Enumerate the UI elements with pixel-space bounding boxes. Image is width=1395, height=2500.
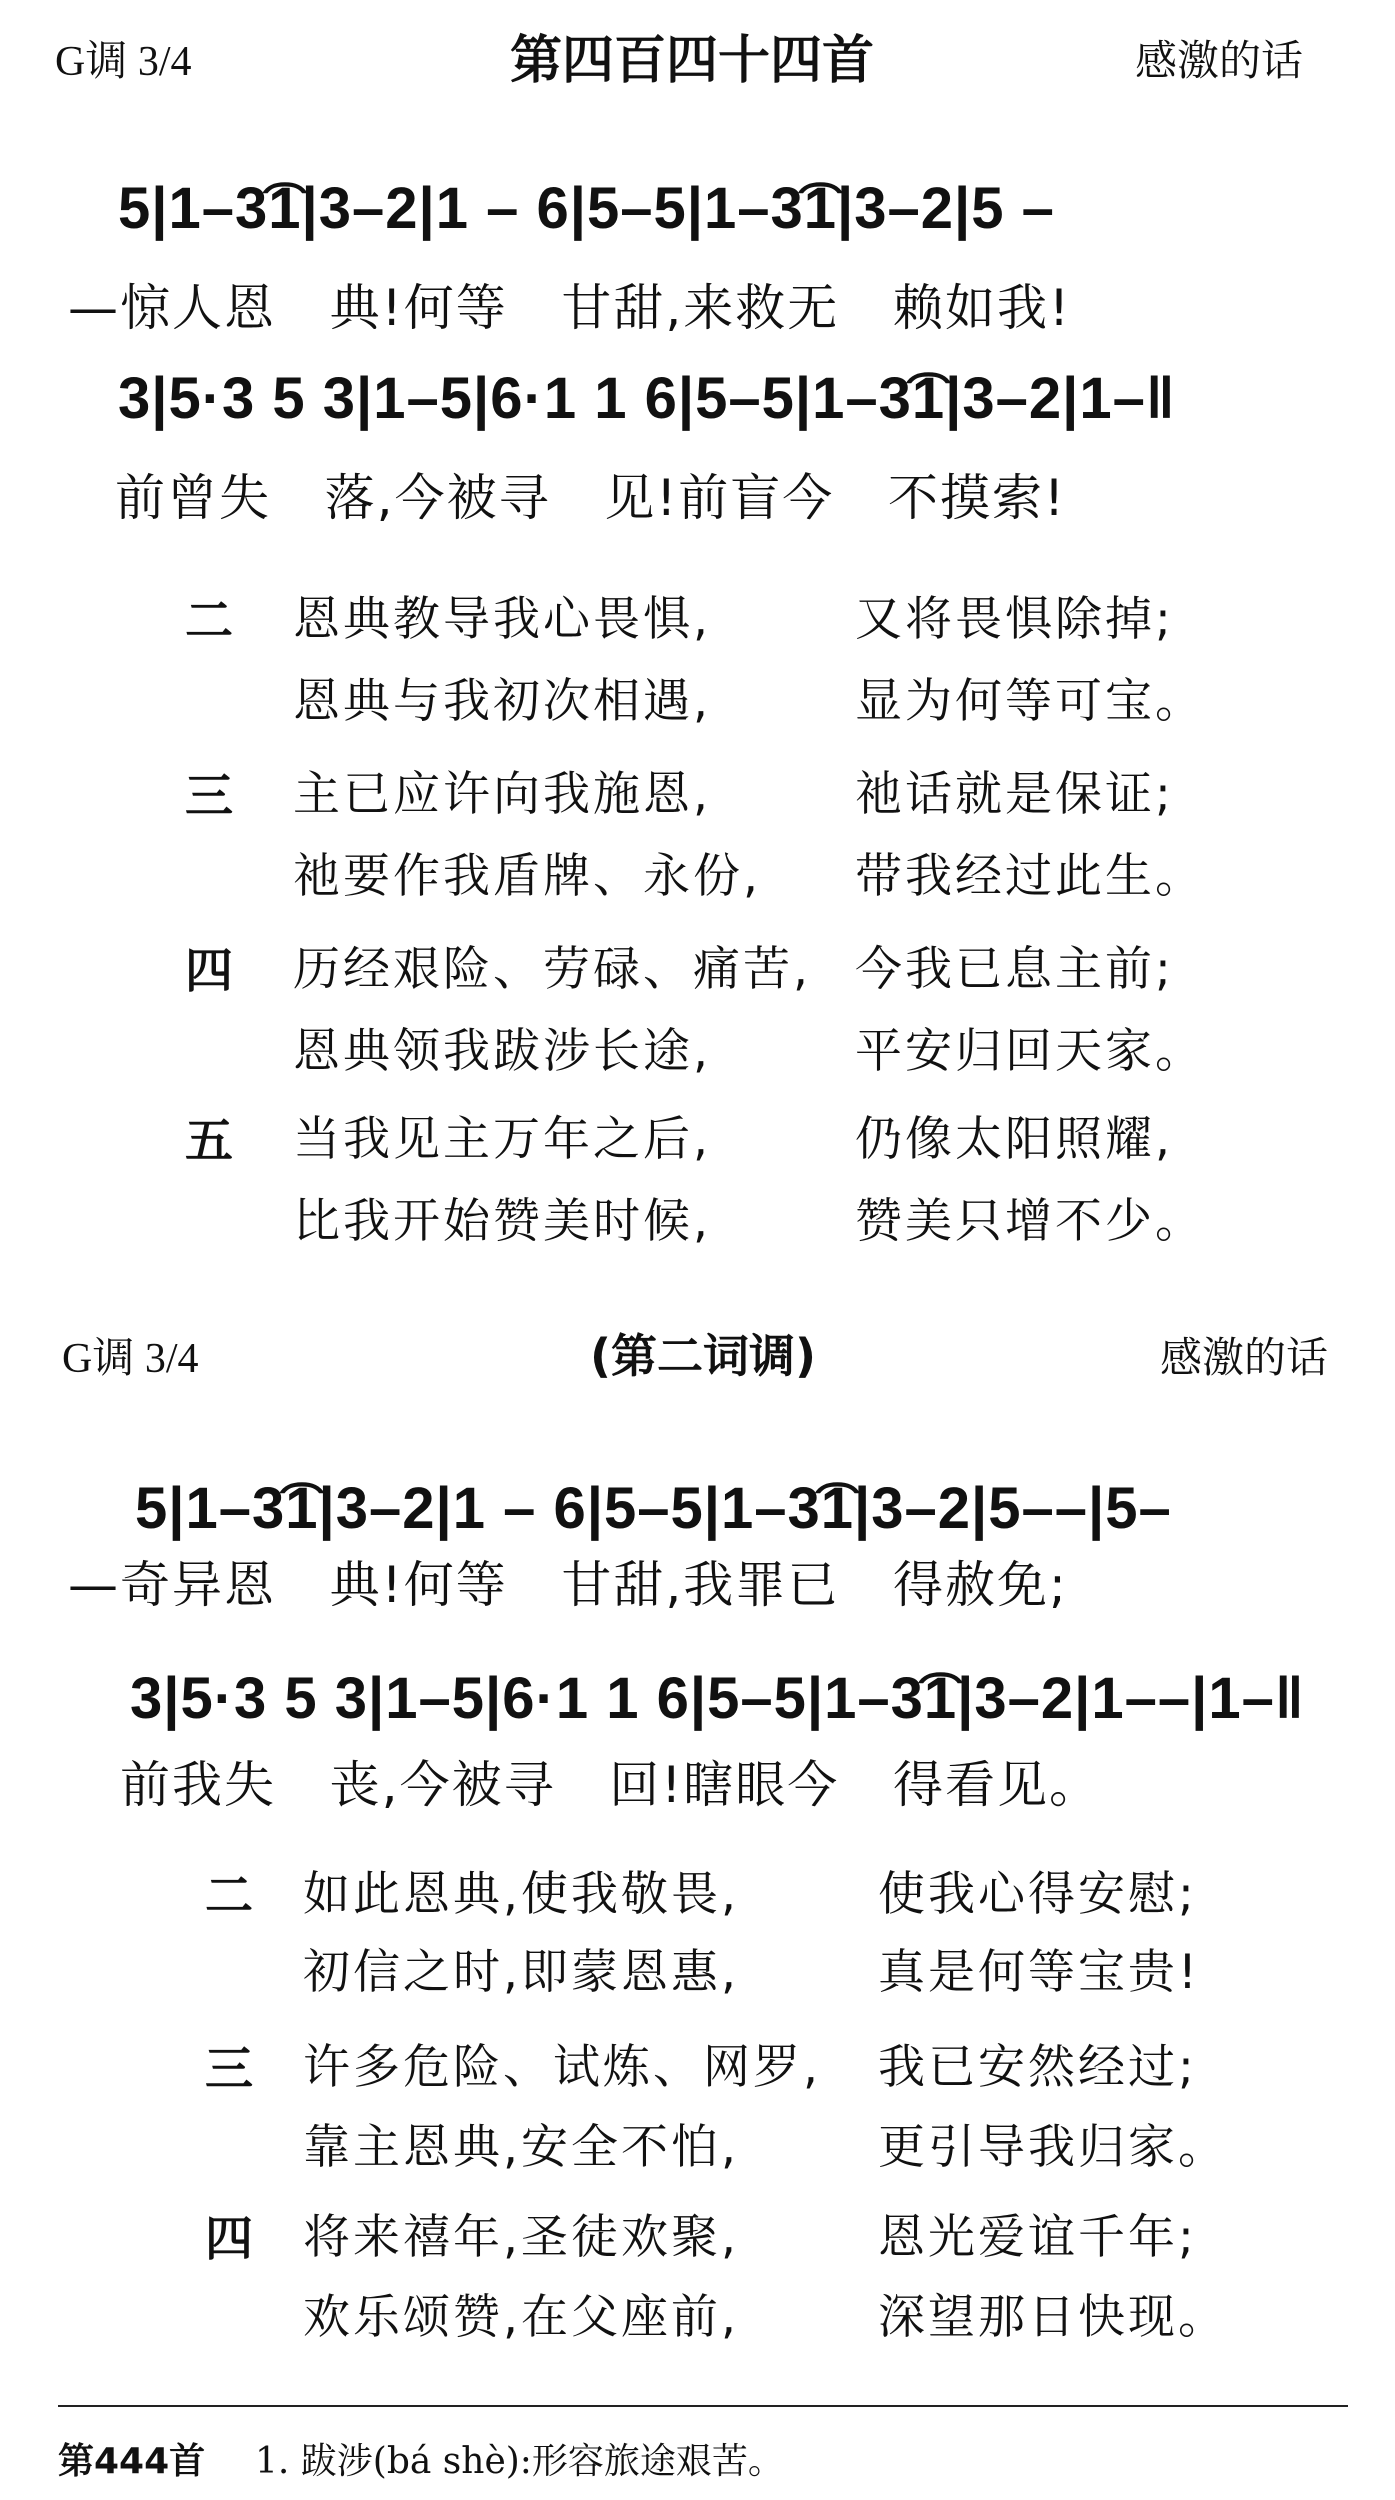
verse-line: 祂要作我盾牌、永份, [293, 849, 761, 904]
verse-line: 靠主恩典,安全不怕, [303, 2120, 739, 2175]
lyric-line-1: —奇异恩 典!何等 甘甜,我罪已 得赦免; [68, 1556, 1068, 1614]
key-signature: G调 3/4 [62, 1336, 199, 1382]
verse-line: 恩光爱谊千年; [878, 2210, 1197, 2265]
melody-line-2: 3|5·3 5 3|1–5|6·1 1 6|5–5|1–3͡1|3–2|1––|1–‖ [130, 1666, 1305, 1731]
melody-line-1: 5|1–3͡1|3–2|1 – 6|5–5|1–3͡1|3–2|5 – [118, 176, 1055, 241]
key-signature: G调 3/4 [55, 39, 192, 85]
verse-line: 恩典与我初次相遇, [293, 674, 711, 729]
verse-line: 如此恩典,使我敬畏, [303, 1867, 739, 1922]
lyric-line-1: —惊人恩 典!何等 甘甜,来救无 赖如我! [68, 279, 1072, 337]
verse-line: 今我已息主前; [855, 942, 1174, 997]
verse-line: 显为何等可宝。 [855, 674, 1205, 729]
verse-number: 三 [185, 768, 234, 824]
verse-line: 平安归回天家。 [855, 1024, 1205, 1079]
verse-number: 二 [185, 593, 234, 649]
verse-line: 当我见主万年之后, [293, 1112, 711, 1167]
verse-line: 许多危险、试炼、网罗, [303, 2040, 821, 2095]
verse-line: 将来禧年,圣徒欢聚, [303, 2210, 739, 2265]
footer-divider [58, 2405, 1348, 2407]
verse-line: 我已安然经过; [878, 2040, 1197, 2095]
verse-number: 三 [205, 2041, 254, 2097]
lyric-line-2: 前曾失 落,今被寻 见!前盲今 不摸索! [115, 469, 1067, 527]
verse-line: 恩典领我跋涉长途, [293, 1024, 711, 1079]
tune-name: 感激的话 [1135, 39, 1304, 85]
verse-line: 初信之时,即蒙恩惠, [303, 1945, 739, 2000]
verse-line: 深望那日快现。 [878, 2290, 1228, 2345]
verse-line: 仍像太阳照耀, [855, 1112, 1173, 1167]
verse-line: 欢乐颂赞,在父座前, [303, 2290, 739, 2345]
verse-line: 使我心得安慰; [878, 1867, 1197, 1922]
melody-line-2: 3|5·3 5 3|1–5|6·1 1 6|5–5|1–3͡1|3–2|1–‖ [118, 366, 1176, 431]
verse-line: 祂话就是保证; [855, 767, 1174, 822]
verse-line: 又将畏惧除掉; [855, 592, 1174, 647]
hymn-title: 第四百四十四首 [510, 31, 875, 91]
verse-line: 带我经过此生。 [855, 849, 1205, 904]
verse-number: 二 [205, 1868, 254, 1924]
verse-number: 五 [185, 1113, 234, 1169]
verse-line: 恩典教导我心畏惧, [293, 592, 711, 647]
verse-line: 比我开始赞美时候, [293, 1194, 711, 1249]
footnote: 1. 跋涉(bá shè):形容旅途艰苦。 [255, 2441, 784, 2482]
verse-line: 更引导我归家。 [878, 2120, 1228, 2175]
melody-line-1: 5|1–3͡1|3–2|1 – 6|5–5|1–3͡1|3–2|5––|5– [135, 1476, 1172, 1541]
lyric-line-2: 前我失 丧,今被寻 回!瞎眼今 得看见。 [120, 1756, 1101, 1814]
verse-line: 主已应许向我施恩, [293, 767, 711, 822]
verse-line: 真是何等宝贵! [878, 1945, 1200, 2000]
footer-hymn-id: 第444首 [58, 2441, 206, 2482]
tune-name: 感激的话 [1160, 1336, 1329, 1382]
verse-number: 四 [185, 943, 234, 999]
verse-line: 赞美只增不少。 [855, 1194, 1205, 1249]
hymn-subtitle: (第二词调) [590, 1329, 817, 1383]
verse-line: 历经艰险、劳碌、痛苦, [293, 942, 811, 997]
verse-number: 四 [205, 2211, 254, 2267]
